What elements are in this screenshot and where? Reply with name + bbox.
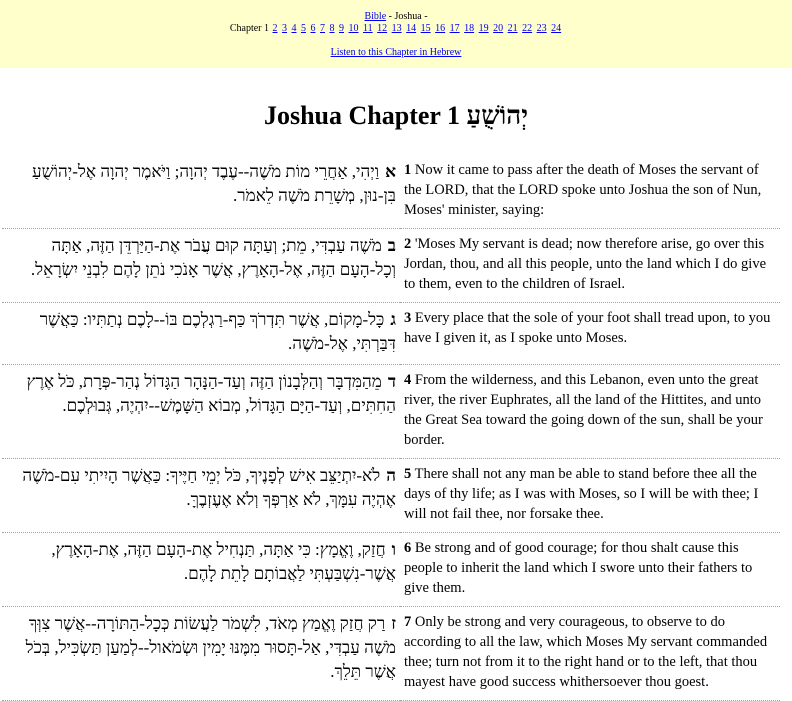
hebrew-verse [2,229,400,303]
verse-row [2,155,780,229]
english-verse-text: There shall not any man be able to stand before thee all the days of thy life; as I was with Moses, so I will be with thee; I will not fail thee, nor forsake thee. [404,466,759,522]
chapter-links [0,23,792,35]
chapter-link[interactable]: 9 [339,23,344,34]
chapter-link-list [272,23,563,34]
english-verse-number: 2 [404,236,412,252]
english-verse [400,607,780,701]
chapter-link[interactable]: 4 [291,23,297,34]
english-verse-text: Only be strong and very courageous, to observe to do according to all the law, which Moses My servant commanded thee; turn not from it to the right hand or to the left, that thou mayest have good success whithersoever thou goest. [404,614,768,690]
chapter-link[interactable]: 3 [282,23,287,34]
chapter-link[interactable]: 8 [329,23,335,34]
english-verse-text: From the wilderness, and this Lebanon, even unto the great river, the river Euphrates, all the land of the Hittites, and unto the Great Sea toward the going down of the sun, shall be your border. [404,372,763,448]
hebrew-verse-number: ג [390,310,396,329]
hebrew-verse-text: חֲזַק, וֶאֱמָץ: כִּי אַתָּה, תַּנְחִיל אֶת-הָעָם הַזֶּה, אֶת-הָאָרֶץ, אֲשֶׁר-נִשְׁבַּעְתִּי לַאֲבוֹתָם לָתֵת לָהֶם. [51,540,396,583]
chapter-link[interactable]: 14 [406,23,417,34]
chapter-link[interactable]: 13 [391,23,402,34]
hebrew-verse-number: ה [386,466,396,485]
hebrew-verse [2,303,400,365]
english-verse [400,155,780,229]
book-name: - Joshua - [386,11,428,22]
chapter-link[interactable]: 10 [348,23,359,34]
title-english: Joshua Chapter 1 [263,101,460,130]
verse-row [2,459,780,533]
page-title [0,101,792,131]
chapter-link[interactable]: 12 [377,23,388,34]
chapter-link[interactable]: 7 [320,23,325,34]
chapter-link[interactable]: 21 [507,23,518,34]
english-verse [400,229,780,303]
hebrew-verse [2,459,400,533]
chapter-link[interactable]: 24 [551,23,562,34]
chapter-link[interactable]: 11 [363,23,373,34]
hebrew-verse-number: ב [387,236,396,255]
english-verse-text: Now it came to pass after the death of Moses the servant of the LORD, that the LORD spoke unto Joshua the son of Nun, Moses' minister, saying: [404,162,762,218]
chapter-link[interactable]: 17 [449,23,460,34]
hebrew-verse-text: מֹשֶׁה עַבְדִּי, מֵת; וְעַתָּה קוּם עֲבֹר אֶת-הַיַּרְדֵּן הַזֶּה, אַתָּה וְכָל-הָעָם הַזֶּה, אֶל-הָאָרֶץ, אֲשֶׁר אָנֹכִי נֹתֵן לָהֶם לִבְנֵי יִשְׂרָאֵל. [30,236,396,279]
chapter-link[interactable]: 18 [464,23,475,34]
verse-row [2,365,780,459]
english-verse-number: 1 [404,162,412,178]
hebrew-verse-text: כָּל-מָקוֹם, אֲשֶׁר תִּדְרֹךְ כַּף-רַגְלְכֶם בּוֹ--לָכֶם נְתַתִּיו: כַּאֲשֶׁר דִּבַּרְתִּי, אֶל-מֹשֶׁה. [39,310,396,353]
hebrew-verse-text: לֹא-יִתְיַצֵּב אִישׁ לְפָנֶיךָ, כֹּל יְמֵי חַיֶּיךָ: כַּאֲשֶׁר הָיִיתִי עִם-מֹשֶׁה אֶהְיֶה עִמָּךְ, לֹא אַרְפְּךָ וְלֹא אֶעֶזְבֶךָּ. [22,466,396,509]
english-verse-text: 'Moses My servant is dead; now therefore arise, go over this Jordan, thou, and all this people, unto the land which I do give to them, even to the children of Israel. [404,236,767,292]
listen-hebrew-link[interactable]: Listen to this Chapter in Hebrew [330,47,462,58]
hebrew-verse-number: א [385,162,396,181]
hebrew-verse-text: רַק חֲזַק וֶאֱמַץ מְאֹד, לִשְׁמֹר לַעֲשׂוֹת כְּכָל-הַתּוֹרָה--אֲשֶׁר צִוְּךָ מֹשֶׁה עַבְדִּי, אַל-תָּסוּר מִמֶּנּוּ יָמִין וּשְׂמֹאול--לְמַעַן תַּשְׂכִּיל, בְּכֹל אֲשֶׁר תֵּלֵךְ. [25,614,396,681]
hebrew-verse [2,155,400,229]
chapter-link[interactable]: 15 [420,23,431,34]
chapter-link[interactable]: 20 [493,23,504,34]
chapter-link[interactable]: 23 [536,23,547,34]
hebrew-verse [2,607,400,701]
chapter-link[interactable]: 6 [310,23,316,34]
english-verse [400,533,780,607]
hebrew-verse [2,533,400,607]
english-verse [400,365,780,459]
hebrew-verse-number: ז [391,614,396,633]
hebrew-verse-text: מֵהַמִּדְבָּר וְהַלְּבָנוֹן הַזֶּה וְעַד-הַנָּהָר הַגָּדוֹל נְהַר-פְּרָת, כֹּל אֶרֶץ הַחִתִּים, וְעַד-הַיָּם הַגָּדוֹל, מְבוֹא הַשָּׁמֶשׁ--יִהְיֶה, גְּבוּלְכֶם. [26,372,396,415]
verse-row [2,229,780,303]
navigation-bar [0,0,792,68]
current-chapter: Chapter 1 [229,23,269,34]
hebrew-verse [2,365,400,459]
english-verse [400,459,780,533]
bible-link[interactable]: Bible [364,11,387,22]
english-verse-number: 4 [404,372,412,388]
english-verse-text: Every place that the sole of your foot shall tread upon, to you have I given it, as I spoke unto Moses. [404,310,771,346]
verse-row [2,533,780,607]
english-verse-number: 6 [404,540,412,556]
chapter-link[interactable]: 5 [301,23,306,34]
chapter-link[interactable]: 22 [522,23,533,34]
title-hebrew: יְהוֹשֻׁעַ [466,101,529,130]
chapter-link[interactable]: 19 [478,23,489,34]
chapter-link[interactable]: 2 [272,23,278,34]
english-verse-number: 3 [404,310,412,326]
verse-row [2,303,780,365]
english-verse-number: 5 [404,466,412,482]
hebrew-verse-number: ד [387,372,396,391]
verse-row [2,607,780,701]
english-verse [400,303,780,365]
breadcrumb [0,11,792,23]
hebrew-verse-number: ו [391,540,396,559]
english-verse-number: 7 [404,614,412,630]
english-verse-text: Be strong and of good courage; for thou shalt cause this people to inherit the land which I swore unto their fathers to give them. [404,540,753,596]
chapter-link[interactable]: 16 [435,23,446,34]
verse-table [2,155,780,701]
hebrew-verse-text: וַיְהִי, אַחֲרֵי מוֹת מֹשֶׁה--עֶבֶד יְהוָה; וַיֹּאמֶר יְהוָה אֶל-יְהוֹשֻׁעַ בִּן-נוּן, מְשָׁרֵת מֹשֶׁה לֵאמֹר. [32,162,396,205]
